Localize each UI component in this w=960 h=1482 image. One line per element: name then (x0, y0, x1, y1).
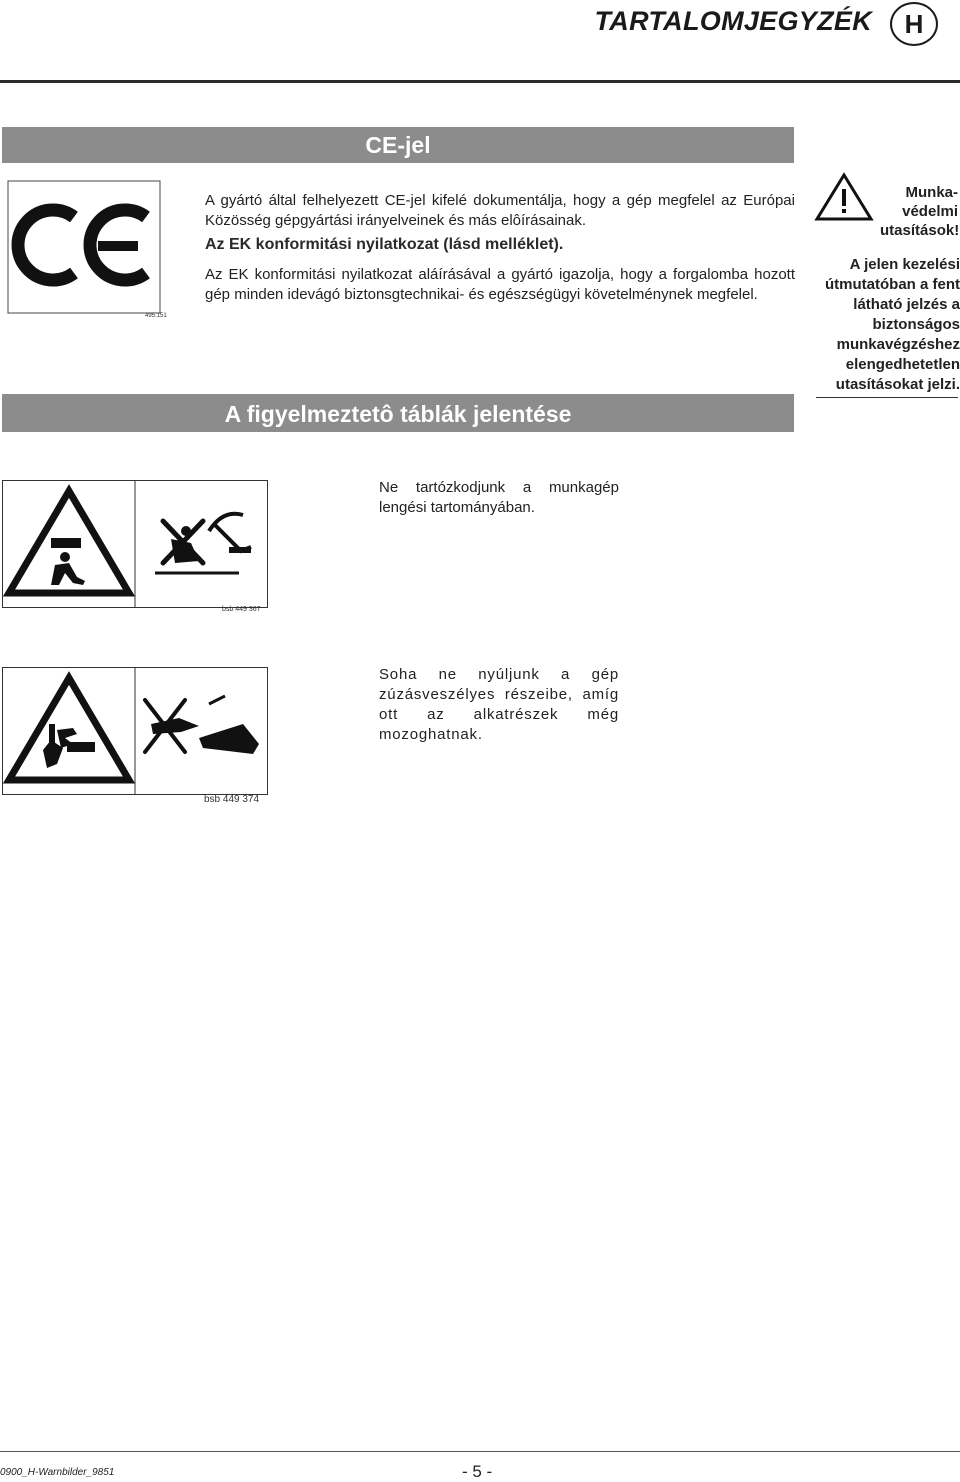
sidebar-divider (816, 397, 958, 398)
ce-section-heading: CE-jel (2, 127, 794, 163)
ce-mark-icon (0, 176, 172, 324)
page-number: - 5 - (462, 1462, 493, 1481)
footer-divider (0, 1451, 960, 1452)
header-divider (0, 80, 960, 83)
ce-paragraph-2: Az EK konformitási nyilatkozat (lásd melléklet). (205, 236, 564, 253)
ce-mark-code: 495.151 (145, 313, 167, 319)
document-title: TARTALOMJEGYZÉK (594, 6, 872, 36)
crush-hazard-warning-icon (2, 667, 268, 795)
ce-mark-image (0, 176, 172, 324)
sign-2-code: bsb 449 374 (204, 794, 260, 805)
warning-triangle-icon (814, 172, 874, 222)
ce-paragraph-3: Az EK konformitási nyilatkozat aláírásával a gyártó igazolja, hogy a forgalomba hozott gép minden idevágó biztonsgtechnikai- és egészségügyi követelménynek megfelel. (205, 266, 795, 303)
language-badge: H (890, 2, 938, 46)
sidebar-body: A jelen kezelési útmutatóban a fent látható jelzés a biztonságos munkavégzéshez elengedhetetlen utasításokat jelzi. (825, 256, 960, 393)
signs-section-heading: A figyelmeztetô táblák jelentése (2, 394, 794, 432)
footer-doc-code: 0900_H-Warnbilder_9851 (0, 1467, 115, 1478)
ce-paragraph-1: A gyártó által felhelyezett CE-jel kifelé dokumentálja, hogy a gép megfelel az Európai Közösség gépgyártási irányelveinek és más elôírásainak. (205, 192, 795, 229)
sidebar-heading: Munka-védelmi utasítások! (880, 184, 960, 239)
sign-2-text: Soha ne nyúljunk a gép zúzásveszélyes részeibe, amíg ott az alkatrészek még mozoghatnak. (379, 666, 619, 743)
swing-area-warning-icon (2, 480, 268, 608)
sign-1-text: Ne tartózkodjunk a munkagép lengési tartományában. (379, 479, 619, 516)
sign-1-code: bsb 449 367 (222, 606, 261, 613)
